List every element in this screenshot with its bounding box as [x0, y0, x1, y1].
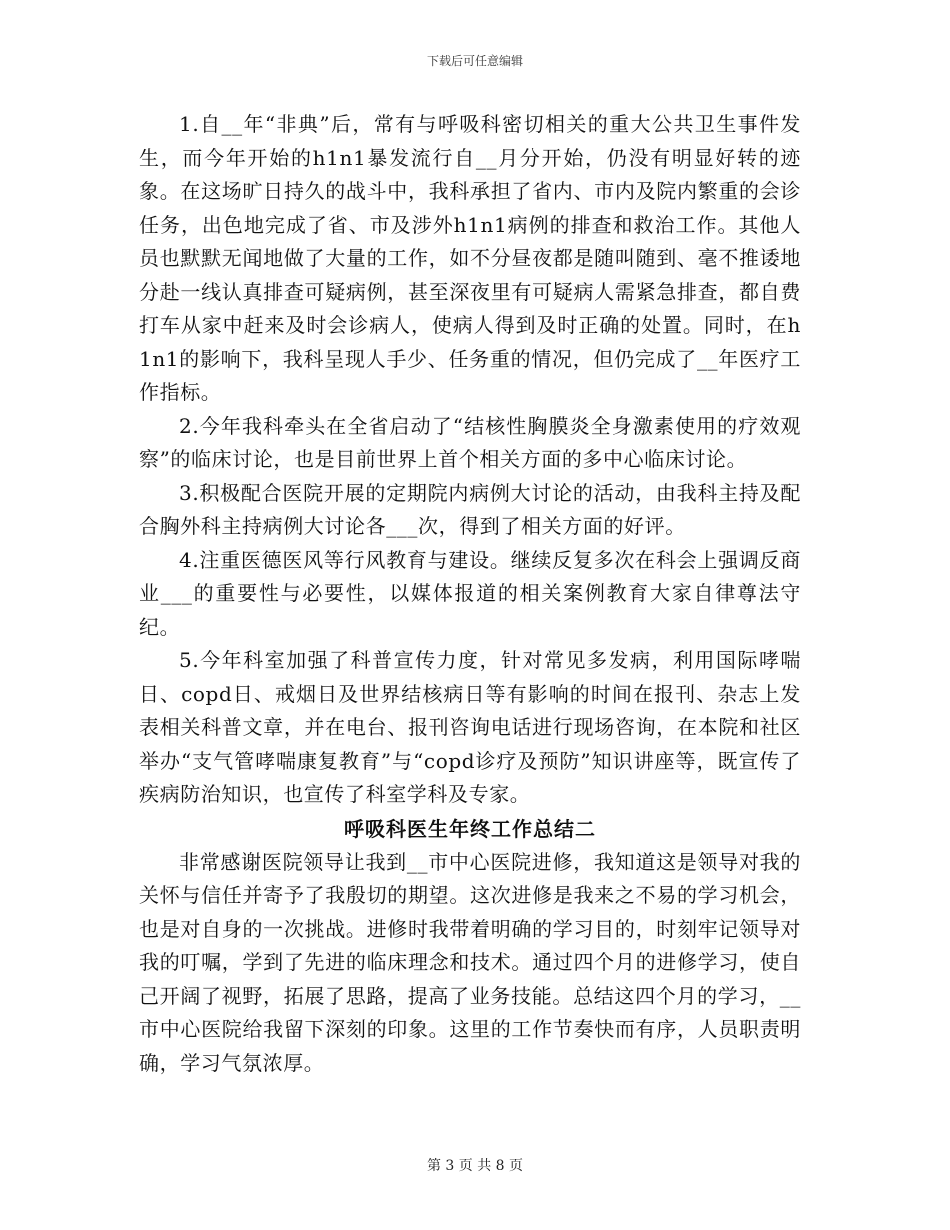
page-number: 第 3 页 共 8 页: [426, 1158, 524, 1174]
paragraph-item-4: 4.注重医德医风等行风教育与建设。继续反复多次在科会上强调反商业___的重要性与必要性，以媒体报道的相关案例教育大家自律尊法守纪。: [139, 547, 801, 639]
page-header: 下载后可任意编辑: [426, 54, 523, 68]
paragraph-item-3: 3.积极配合医院开展的定期院内病例大讨论的活动，由我科主持及配合胸外科主持病例大讨论各___次，得到了相关方面的好评。: [139, 480, 801, 538]
document-body: [139, 108, 801, 1080]
paragraph-item-1: 1.自__年“非典”后，常有与呼吸科密切相关的重大公共卫生事件发生，而今年开始的h1n1暴发流行自__月分开始，仍没有明显好转的迹象。在这场旷日持久的战斗中，我科承担了省内、市内及院内繁重的会诊任务，出色地完成了省、市及涉外h1n1病例的排查和救治工作。其他人员也默默无闻地做了大量的工作，如不分昼夜都是随叫随到、毫不推诿地分赴一线认真排查可疑病例，甚至深夜里有可疑病人需紧急排查，都自费打车从家中赶来及时会诊病人，使病人得到及时正确的处置。同时，在h1n1的影响下，我科呈现人手少、任务重的情况，但仍完成了__年医疗工作指标。: [139, 112, 801, 404]
paragraph-item-2: 2.今年我科牵头在全省启动了“结核性胸膜炎全身激素使用的疗效观察”的临床讨论，也是目前世界上首个相关方面的多中心临床讨论。: [139, 413, 801, 471]
section-title: 呼吸科医生年终工作总结二: [344, 816, 596, 841]
section-paragraph: 非常感谢医院领导让我到__市中心医院进修，我知道这是领导对我的关怀与信任并寄予了我殷切的期望。这次进修是我来之不易的学习机会，也是对自身的一次挑战。进修时我带着明确的学习目的，时刻牢记领导对我的叮嘱，学到了先进的临床理念和技术。通过四个月的进修学习，使自己开阔了视野，拓展了思路，提高了业务技能。总结这四个月的学习，__市中心医院给我留下深刻的印象。这里的工作节奏快而有序，人员职责明确，学习气氛浓厚。: [139, 849, 801, 1075]
paragraph-item-5: 5.今年科室加强了科普宣传力度，针对常见多发病，利用国际哮喘日、copd日、戒烟日及世界结核病日等有影响的时间在报刊、杂志上发表相关科普文章，并在电台、报刊咨询电话进行现场咨询，在本院和社区举办“支气管哮喘康复教育”与“copd诊疗及预防”知识讲座等，既宣传了疾病防治知识，也宣传了科室学科及专家。: [139, 648, 801, 806]
